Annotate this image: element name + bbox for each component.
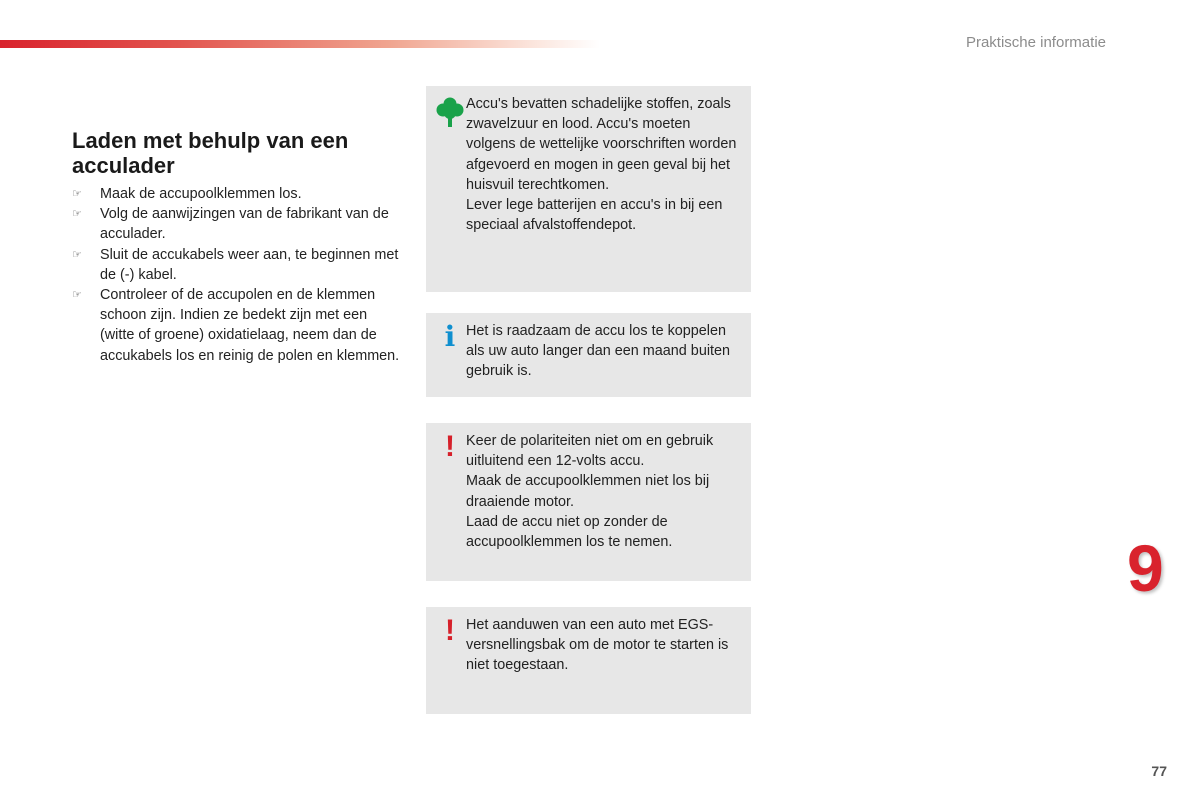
pointing-hand-icon: ☞ <box>72 188 82 200</box>
note-text: Keer de polariteiten niet om en gebruik uitluitend een 12-volts accu. <box>466 433 714 470</box>
list-item <box>72 245 402 285</box>
note-text: Het is raadzaam de accu los te koppelen als uw auto langer dan een maand buiten gebruik is. <box>466 323 731 380</box>
header-accent-bar <box>0 40 600 48</box>
pointing-hand-icon: ☞ <box>72 208 82 221</box>
list-item <box>72 204 402 244</box>
warning-note <box>426 607 751 714</box>
list-item-text: Maak de accupoolklemmen los. <box>100 186 302 202</box>
warning-icon: ! <box>445 430 455 463</box>
warning-icon: ! <box>445 614 455 647</box>
note-text: Maak de accupoolklemmen niet los bij draaiende motor. <box>466 473 710 510</box>
list-item-text: Sluit de accukabels weer aan, te beginnen met de (-) kabel. <box>100 246 399 283</box>
note-text: Accu's bevatten schadelijke stoffen, zoals zwavelzuur en lood. Accu's moeten volgens de wettelijke voorschriften worden afgevoerd en mogen in geen geval bij het huisvuil terechtkomen. <box>466 96 737 193</box>
chapter-number: 9 <box>1127 531 1164 605</box>
list-item-text: Controleer of de accupolen en de klemmen schoon zijn. Indien ze bedekt zijn met een (witte of groene) oxidatielaag, neem dan de accukabels los en reinig de polen en klemmen. <box>100 287 400 364</box>
section-label: Praktische informatie <box>965 34 1106 51</box>
info-icon: i <box>444 320 456 353</box>
note-text: Laad de accu niet op zonder de accupoolklemmen los te nemen. <box>466 513 673 551</box>
tree-icon <box>436 96 464 134</box>
instruction-list <box>72 184 402 366</box>
note-text: Lever lege batterijen en accu's in bij een speciaal afvalstoffendepot. <box>466 197 723 234</box>
list-item <box>72 184 402 204</box>
environment-note <box>426 86 751 292</box>
section-heading: Laden met behulp van een acculader <box>72 128 349 178</box>
warning-note <box>426 423 751 581</box>
note-text: Het aanduwen van een auto met EGS-versnellingsbak om de motor te starten is niet toegestaan. <box>466 617 729 674</box>
pointing-hand-icon: ☞ <box>72 248 82 261</box>
page-number: 77 <box>1151 763 1167 779</box>
list-item-text: Volg de aanwijzingen van de fabrikant van de acculader. <box>100 206 389 243</box>
list-item <box>72 285 402 366</box>
info-note <box>426 313 751 397</box>
pointing-hand-icon: ☞ <box>72 289 82 302</box>
